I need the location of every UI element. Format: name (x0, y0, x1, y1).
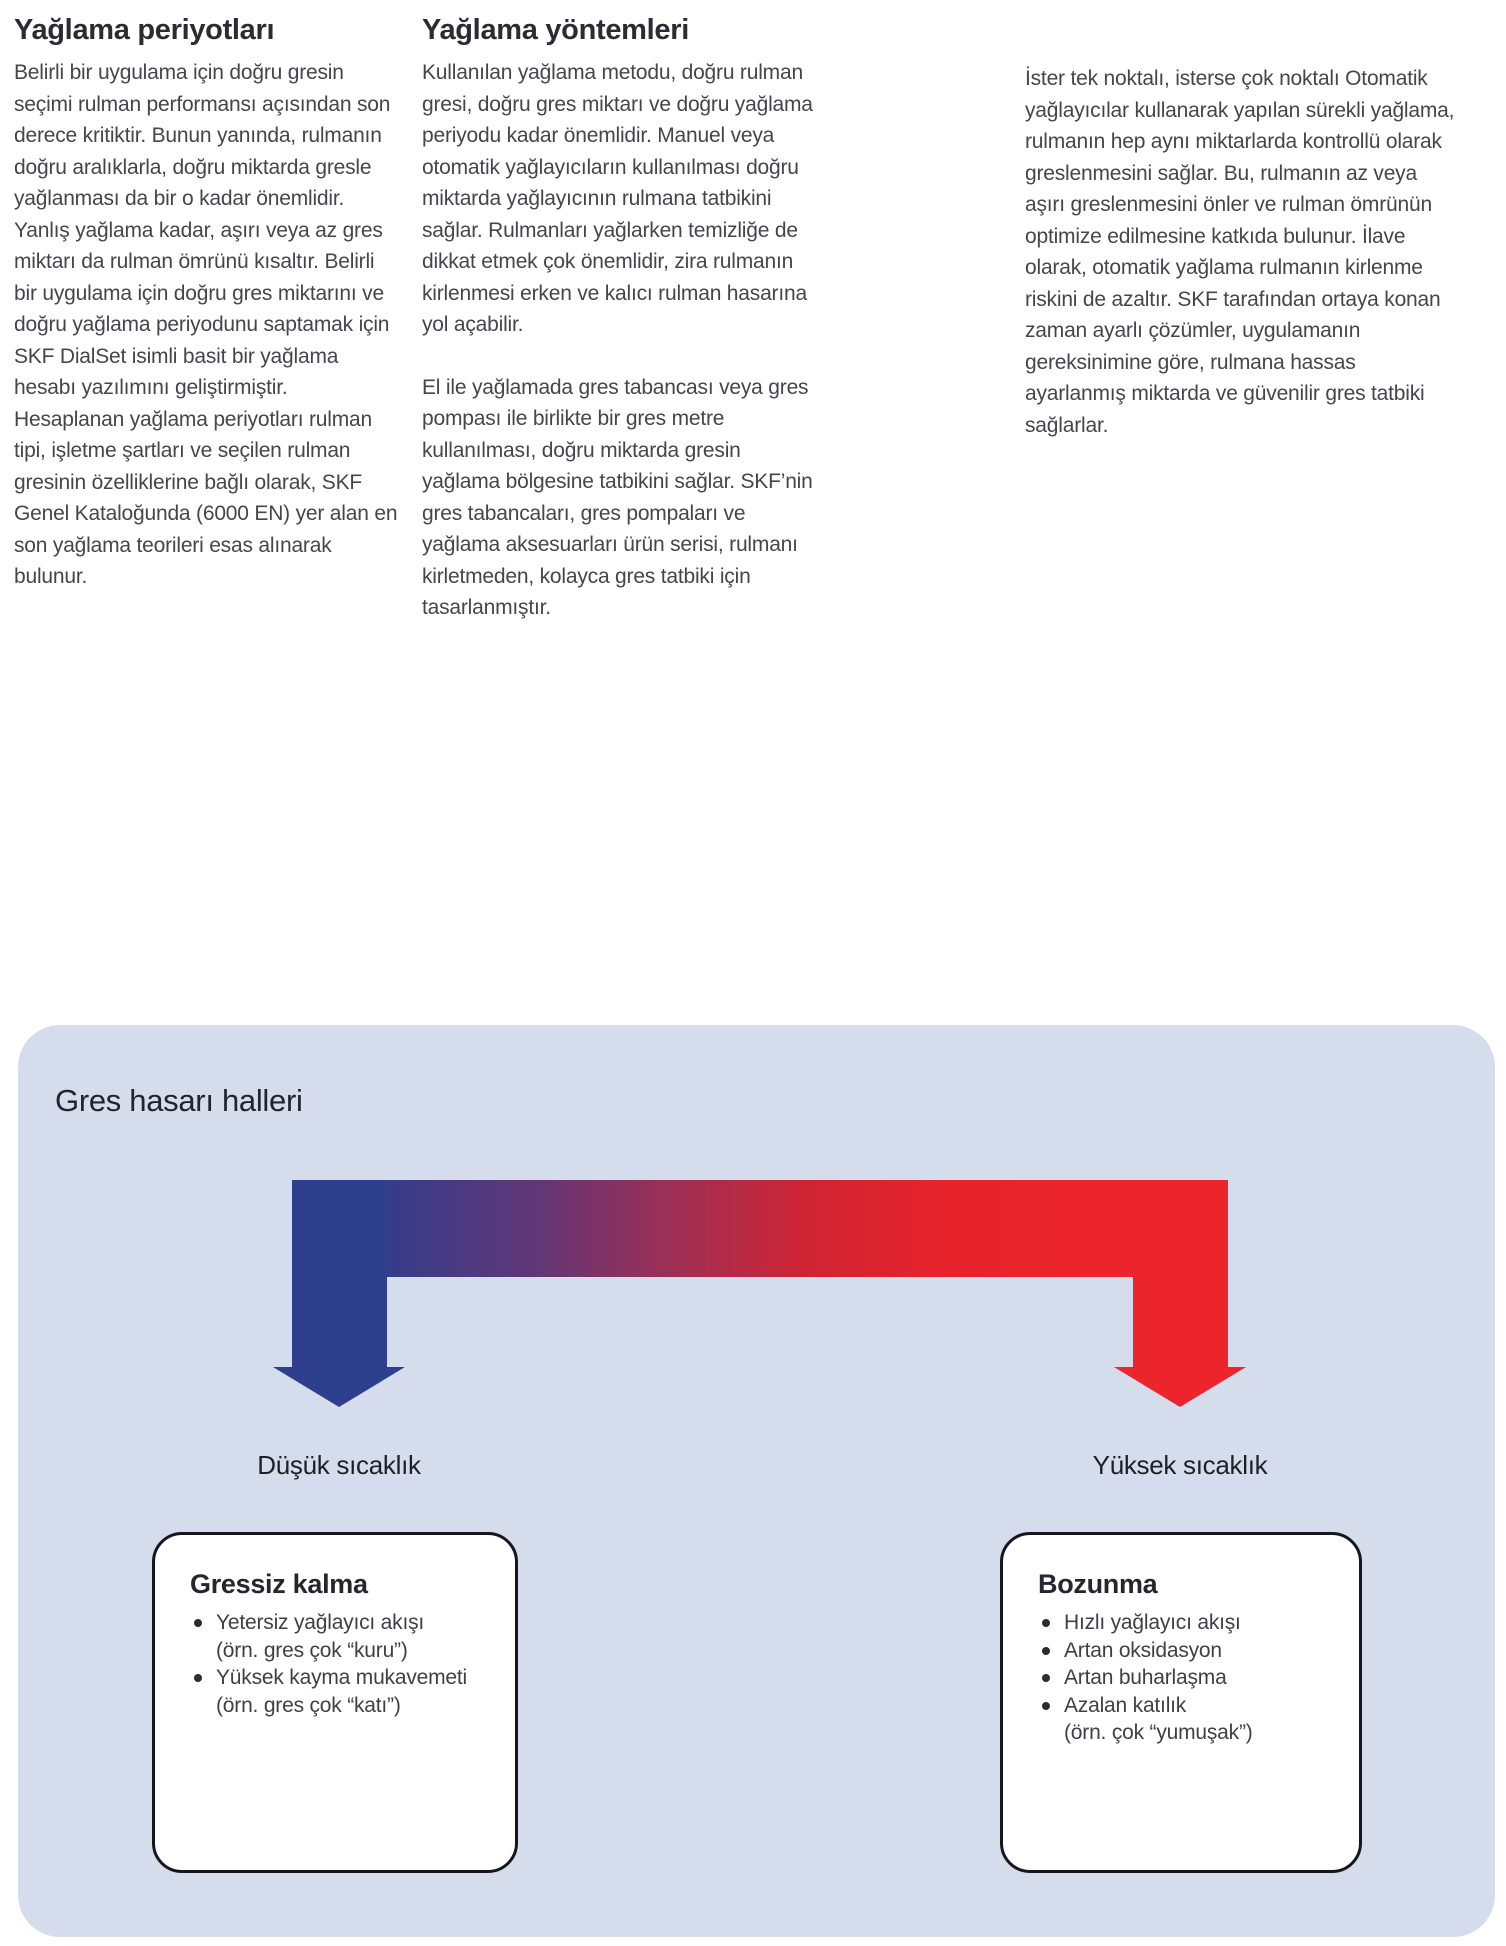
bullet-icon (1042, 1647, 1050, 1655)
list-item-text: Yüksek kayma mukavemeti (216, 1666, 467, 1689)
bullet-icon (194, 1619, 202, 1627)
list-item-subtext: (örn. çok “yumuşak”) (1064, 1721, 1253, 1744)
body-paragraph: İster tek noktalı, isterse çok noktalı Otomatik yağlayıcılar kullanarak yapılan sürekli yağlama, rulmanın hep aynı miktarlarda kontrollü olarak greslenmesini sağlar. Bu, rulmanın az veya aşırı greslenmesini önler ve rulman ömrünün optimize edilmesine katkıda bulunur. İlave olarak, otomatik yağlama rulmanın kirlenme riskini de azaltır. SKF tarafından ortaya konan zaman ayarlı çözümler, uygulamanın gereksinimine göre, rulmana hassas ayarlanmış miktarda ve güvenilir gres tatbiki sağlarlar. (1025, 67, 1455, 437)
grease-damage-panel (18, 1025, 1495, 1937)
list-item-text: Hızlı yağlayıcı akışı (1064, 1611, 1241, 1634)
list-item (1038, 1637, 1335, 1665)
list-item-text: Azalan katılık (1064, 1693, 1187, 1717)
low-temperature-label: Düşük sıcaklık (257, 1450, 421, 1480)
section-heading-lubrication-periods: Yağlama periyotları (14, 14, 275, 46)
starvation-box-title: Gressiz kalma (190, 1569, 368, 1599)
list-item-subtext: (örn. gres çok “katı”) (216, 1693, 401, 1717)
column-automatic-lubricators (1025, 14, 1455, 441)
bullet-icon (1042, 1674, 1050, 1682)
high-temperature-label: Yüksek sıcaklık (1092, 1450, 1268, 1480)
cold-arrow-shaft (292, 1180, 387, 1368)
starvation-box (152, 1532, 518, 1873)
degradation-box (1000, 1532, 1362, 1873)
list-item-text: Artan buharlaşma (1064, 1666, 1227, 1689)
bullet-icon (1042, 1619, 1050, 1627)
column-lubrication-periods (14, 14, 400, 593)
column-lubrication-methods (422, 14, 824, 624)
list-item-subtext: (örn. gres çok “kuru”) (216, 1638, 408, 1662)
hot-arrow-shaft (1133, 1180, 1228, 1368)
body-paragraph: Kullanılan yağlama metodu, doğru rulman gresi, doğru gres miktarı ve doğru yağlama periyodu kadar önemlidir. Manuel veya otomatik yağlayıcıların kullanılması doğru miktarda yağlayıcının rulmana tatbikini sağlar. Rulmanları yağlarken temizliğe de dikkat etmek çok önemlidir, zira rulmanın kirlenmesi erken ve kalıcı rulman hasarına yol açabilir. (422, 61, 813, 336)
list-item (1038, 1609, 1335, 1637)
cold-arrow-down-icon (273, 1367, 405, 1407)
bullet-icon (194, 1674, 202, 1682)
degradation-box-title: Bozunma (1038, 1569, 1158, 1599)
bullet-icon (1042, 1702, 1050, 1710)
body-paragraph: Yanlış yağlama kadar, aşırı veya az gres miktarı da rulman ömrünü kısaltır. Belirli bir uygulama için doğru gres miktarını ve doğru yağlama periyodunu saptamak için SKF DialSet isimli basit bir yağlama hesabı yazılımını geliştirmiştir. Hesaplanan yağlama periyotları rulman tipi, işletme şartları ve seçilen rulman gresinin özelliklerine bağlı olarak, SKF Genel Kataloğunda (6000 EN) yer alan en son yağlama teorileri esas alınarak bulunur. (14, 218, 398, 588)
panel-title: Gres hasarı halleri (55, 1083, 303, 1118)
temperature-gradient-bar (292, 1180, 1228, 1277)
list-item (190, 1609, 491, 1664)
body-paragraph: El ile yağlamada gres tabancası veya gres pompası ile birlikte bir gres metre kullanılması, doğru miktarda gresin yağlama bölgesine tatbikini sağlar. SKF’nin gres tabancaları, gres pompaları ve yağlama aksesuarları ürün serisi, rulmanı kirletmeden, kolayca gres tatbiki için tasarlanmıştır. (422, 375, 813, 619)
section-heading-lubrication-methods: Yağlama yöntemleri (422, 14, 689, 46)
list-item (1038, 1664, 1335, 1692)
list-item (190, 1664, 491, 1719)
hot-arrow-down-icon (1114, 1367, 1246, 1407)
list-item-text: Artan oksidasyon (1064, 1638, 1222, 1662)
list-item-text: Yetersiz yağlayıcı akışı (216, 1611, 425, 1634)
body-paragraph: Belirli bir uygulama için doğru gresin seçimi rulman performansı açısından son derece kritiktir. Bunun yanında, rulmanın doğru aralıklarla, doğru miktarda gresle yağlanması da bir o kadar önemlidir. (14, 61, 391, 210)
list-item (1038, 1692, 1335, 1747)
